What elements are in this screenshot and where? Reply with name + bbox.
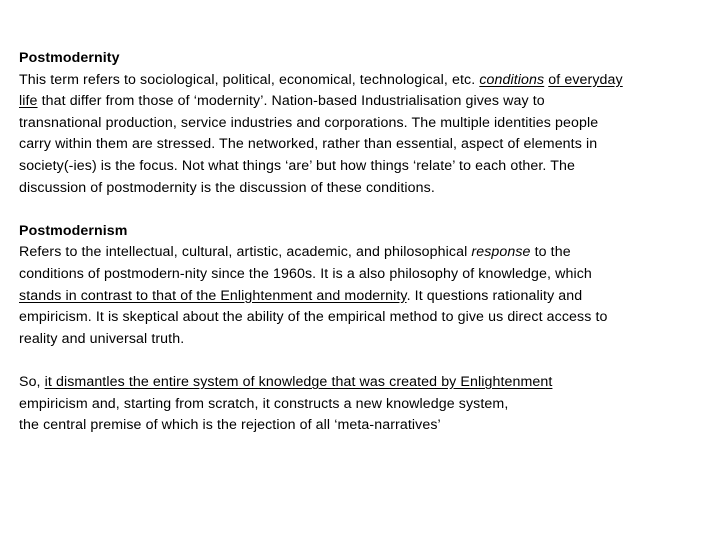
everyday-underline: of everyday: [548, 71, 623, 88]
response-emphasis: response: [471, 244, 531, 261]
section-spacer: [19, 199, 714, 221]
conclusion-line-1-text: So,: [19, 373, 45, 390]
postmodernity-section: [19, 48, 714, 199]
postmodernity-line-1: [19, 70, 714, 92]
postmodernity-line-2-text: that differ from those of ‘modernity’. Nation-based Industrialisation gives way to: [37, 93, 545, 110]
conditions-emphasis: conditions: [479, 71, 545, 88]
postmodernism-heading: Postmodernism: [19, 222, 128, 239]
postmodernism-line-1-text: Refers to the intellectual, cultural, artistic, academic, and philosophical: [19, 244, 472, 261]
postmodernism-line-4: empiricism. It is skeptical about the ability of the empirical method to give us direct access to: [19, 309, 608, 326]
postmodernism-line-3: [19, 286, 714, 308]
dismantles-underline: it dismantles the entire system of knowledge that was created by Enlightenment: [44, 373, 553, 390]
postmodernism-line-1-tail: to the: [530, 244, 571, 261]
conclusion-line-1: [19, 372, 714, 394]
postmodernism-line-1: [19, 242, 714, 264]
postmodernity-line-3: transnational production, service industries and corporations. The multiple identities people: [19, 114, 599, 131]
postmodernism-line-5: reality and universal truth.: [19, 330, 185, 347]
section-spacer: [19, 350, 714, 372]
postmodernism-line-2: conditions of postmodern-nity since the 1960s. It is a also philosophy of knowledge, which: [19, 265, 592, 282]
conclusion-line-2: empiricism and, starting from scratch, it constructs a new knowledge system,: [19, 395, 509, 412]
postmodernism-line-3-text: . It questions rationality and: [406, 287, 583, 304]
postmodernity-line-1-text: This term refers to sociological, political, economical, technological, etc.: [19, 71, 480, 88]
postmodernity-line-5: society(-ies) is the focus. Not what things ‘are’ but how things ‘relate’ to each other. The: [19, 157, 575, 174]
enlightenment-contrast-underline: stands in contrast to that of the Enlightenment and modernity: [19, 287, 407, 304]
postmodernity-line-2: [19, 91, 714, 113]
postmodernism-section: [19, 221, 714, 351]
conclusion-section: [19, 372, 714, 437]
life-underline: life: [19, 93, 38, 110]
postmodernity-heading: Postmodernity: [19, 50, 120, 66]
postmodernity-line-6: discussion of postmodernity is the discussion of these conditions.: [19, 179, 435, 196]
postmodernity-line-4: carry within them are stressed. The networked, rather than essential, aspect of elements in: [19, 136, 598, 153]
conclusion-line-3: the central premise of which is the rejection of all ‘meta-narratives’: [19, 417, 441, 434]
slide-content: [19, 48, 714, 437]
